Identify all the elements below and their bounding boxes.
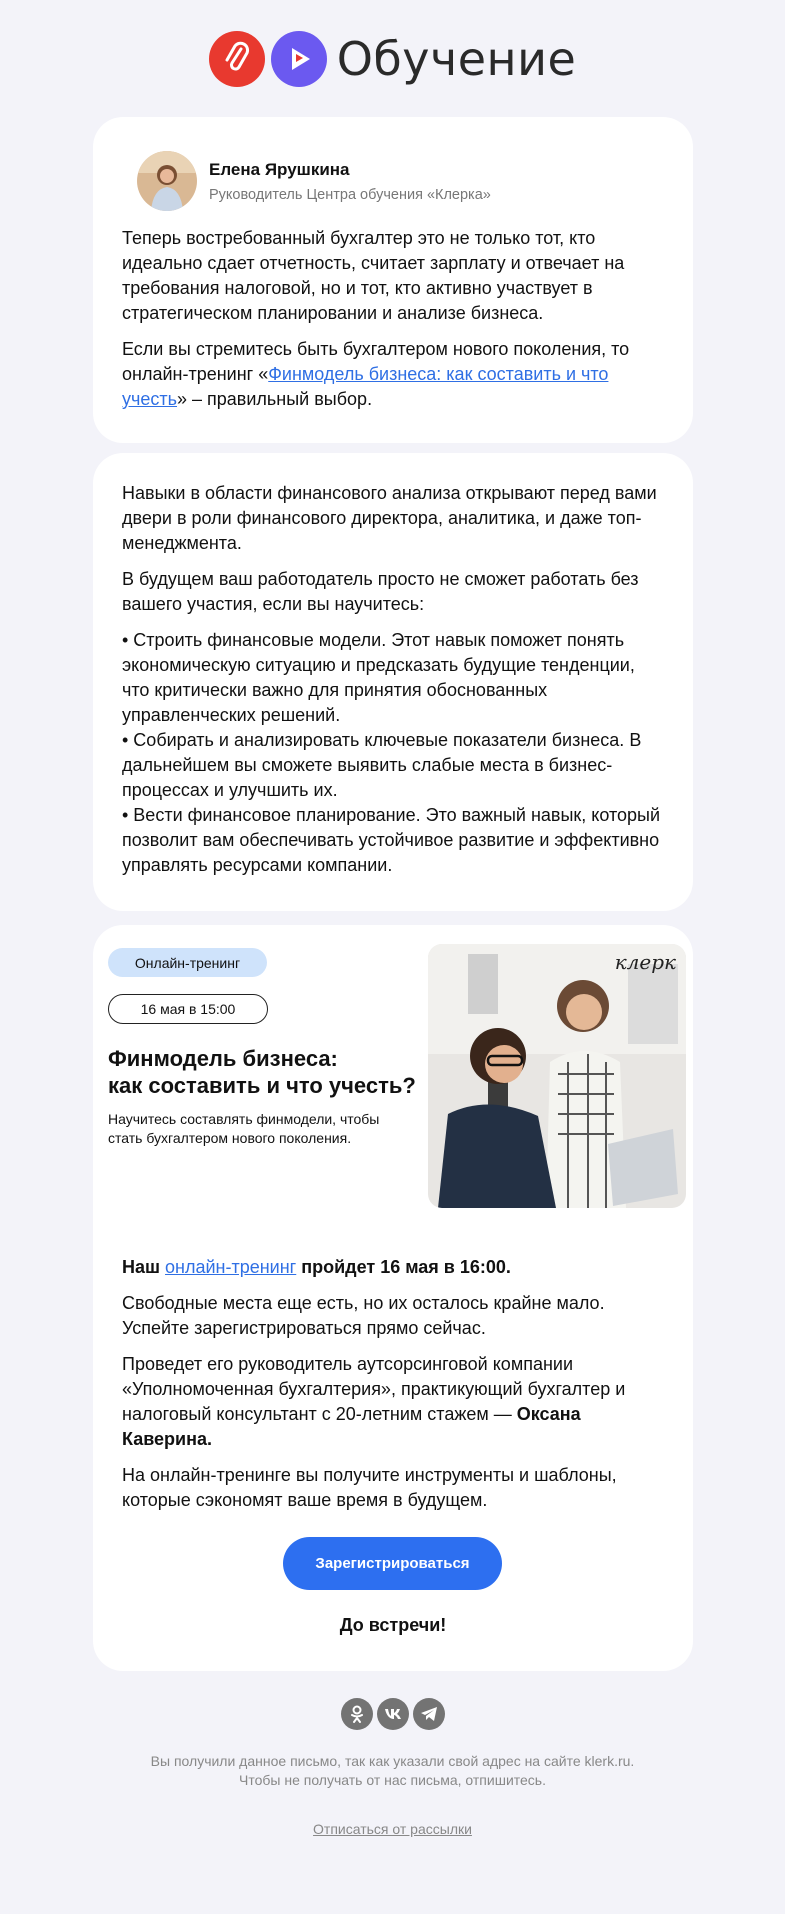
avatar (137, 151, 197, 211)
unsubscribe-link[interactable]: Отписаться от рассылки (313, 1821, 472, 1837)
paperclip-logo-icon (209, 31, 265, 87)
training-banner[interactable] (93, 925, 693, 1225)
details-paragraph-3 (122, 1352, 667, 1452)
play-flag-logo-icon (271, 31, 327, 87)
details-text-before-link: Наш (122, 1257, 166, 1277)
author-block (137, 151, 491, 211)
training-date: 16 мая в 15:00 (108, 994, 268, 1024)
intro-card (93, 117, 693, 443)
header (0, 28, 785, 90)
social-links (0, 1698, 785, 1730)
footer-line-2: Чтобы не получать от нас письма, отпишитесь. (239, 1772, 546, 1788)
details-paragraph-4: На онлайн-тренинге вы получите инструменты и шаблоны, которые сэкономят ваше время в будущем. (122, 1465, 617, 1510)
skills-card (93, 453, 693, 911)
telegram-icon[interactable] (413, 1698, 445, 1730)
footer-line-1: Вы получили данное письмо, так как указали свой адрес на сайте klerk.ru. (150, 1753, 635, 1769)
skills-list-item: • Вести финансовое планирование. Это важный навык, который позволит вам обеспечивать устойчивое развитие и эффективно управлять ресурсами компании. (122, 805, 661, 875)
skills-text (122, 481, 667, 878)
intro-paragraph-2 (122, 337, 667, 412)
author-name: Елена Ярушкина (209, 159, 350, 179)
trainer-name: Оксана Каверина. (122, 1404, 581, 1449)
intro-text-after-link: » – правильный выбор. (177, 389, 373, 409)
skills-list-item: • Собирать и анализировать ключевые показатели бизнеса. В дальнейшем вы сможете выявить слабые места в бизнес-процессах и улучшить их. (122, 730, 642, 800)
intro-paragraph-1: Теперь востребованный бухгалтер это не только тот, кто идеально сдает отчетность, считает зарплату и отвечает на требования налоговой, но и тот, кто активно участвует в стратегическом планировании и анализе бизнеса. (122, 228, 625, 323)
vk-icon[interactable] (377, 1698, 409, 1730)
training-link[interactable]: Финмодель бизнеса: как составить и что учесть (122, 364, 609, 409)
footer-notice (0, 1752, 785, 1790)
details-text-after-link: пройдет 16 мая в 16:00. (296, 1257, 511, 1277)
skills-paragraph-1: Навыки в области финансового анализа открывают перед вами двери в роли финансового директора, аналитика, и даже топ-менеджмента. (122, 483, 657, 553)
training-details (122, 1255, 667, 1524)
banner-photo (428, 944, 686, 1208)
skills-paragraph-2: В будущем ваш работодатель просто не сможет работать без вашего участия, если вы научитесь: (122, 569, 639, 614)
intro-text-before-link: Если вы стремитесь быть бухгалтером нового поколения, то онлайн-тренинг « (122, 339, 630, 384)
skills-list-item: • Строить финансовые модели. Этот навык поможет понять экономическую ситуацию и предсказать будущие тенденции, что критически важно для принятия обоснованных управленческих решений. (122, 630, 635, 725)
banner-subtitle: Научитесь составлять финмодели, чтобы стать бухгалтером нового поколения. (108, 1111, 380, 1146)
online-training-link[interactable]: онлайн-тренинг (165, 1257, 297, 1277)
register-button[interactable]: Зарегистрироваться (283, 1537, 502, 1590)
skills-list (122, 628, 667, 878)
intro-text (122, 226, 667, 423)
details-paragraph-1 (122, 1255, 667, 1280)
training-card (93, 925, 693, 1671)
details-trainer-intro: Проведет его руководитель аутсорсинговой компании «Уполномоченная бухгалтерия», практикующий бухгалтер и налоговый консультант с 20-летним стажем — (122, 1354, 626, 1424)
author-role: Руководитель Центра обучения «Клерка» (209, 186, 491, 203)
banner-title: Финмодель бизнеса: как составить и что учесть? (108, 1046, 416, 1098)
details-paragraph-2: Свободные места еще есть, но их осталось крайне мало. Успейте зарегистрироваться прямо сейчас. (122, 1293, 605, 1338)
training-tag: Онлайн-тренинг (108, 948, 267, 977)
odnoklassniki-icon[interactable] (341, 1698, 373, 1730)
brand-title: Обучение (336, 32, 577, 86)
farewell-text: До встречи! (339, 1615, 447, 1635)
photo-brand: клерк (614, 950, 676, 974)
